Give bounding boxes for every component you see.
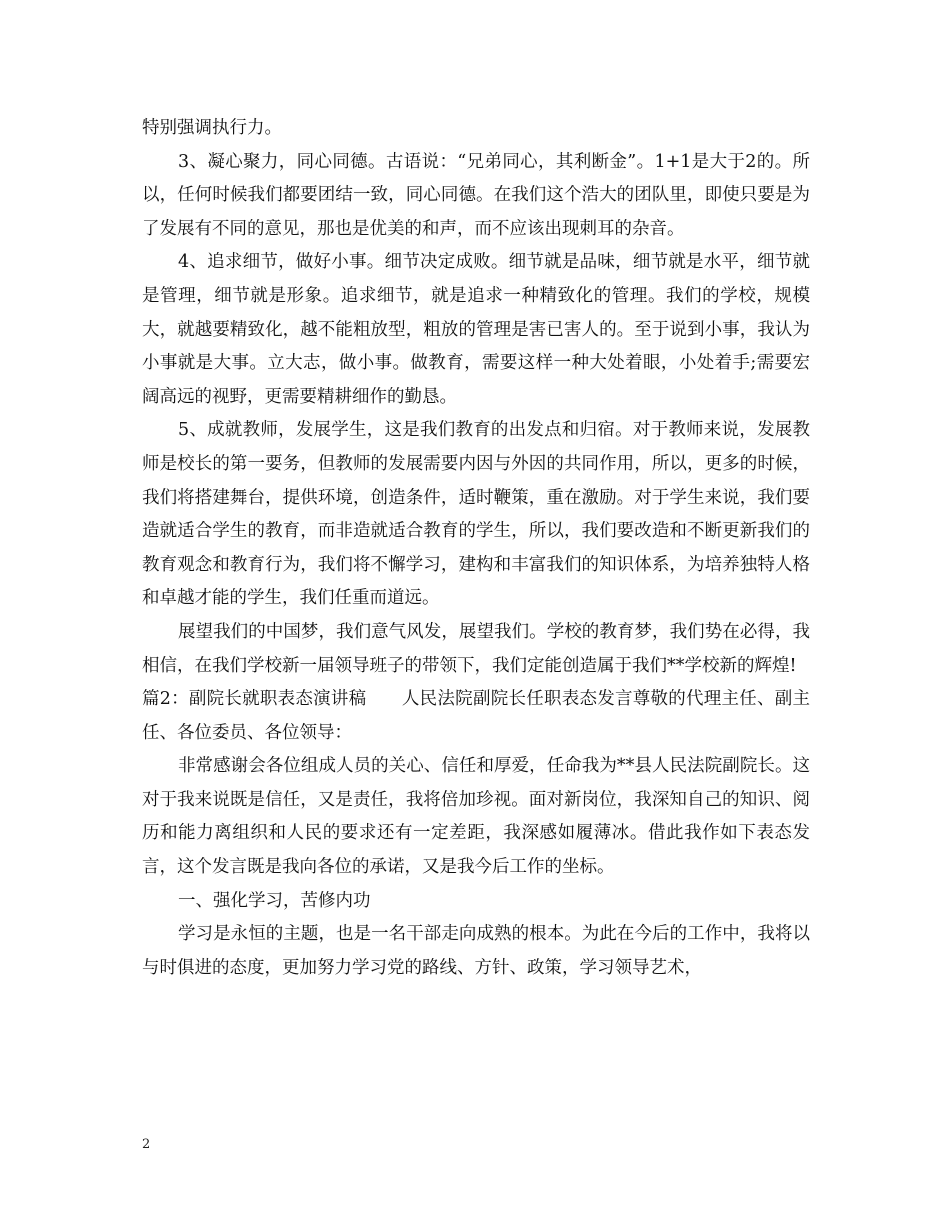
paragraph-closing: 展望我们的中国梦，我们意气风发，展望我们。学校的教育梦，我们势在必得，我相信，在我们学校新一届领导班子的带领下，我们定能创造属于我们**学校新的辉煌! [142,621,810,676]
paragraph-point-4: 4、追求细节，做好小事。细节决定成败。细节就是品味，细节就是水平，细节就是管理，细节就是形象。追求细节，就是追求一种精致化的管理。我们的学校，规模大，就越要精致化，越不能粗放型，粗放的管理是害已害人的。至于说到小事，我认为小事就是大事。立大志，做小事。做教育，需要这样一种大处着眼，小处着手;需要宏阔高远的视野，更需要精耕细作的勤恳。 [142,252,810,407]
paragraph-thanks: 非常感谢会各位组成人员的关心、信任和厚爱，任命我为**县人民法院副院长。这对于我来说既是信任，又是责任，我将倍加珍视。面对新岗位，我深知自己的知识、阅历和能力离组织和人民的要求还有一定差距，我深感如履薄冰。借此我作如下表态发言，这个发言既是我向各位的承诺，又是我今后工作的坐标。 [142,756,810,878]
page-number: 2 [142,1137,151,1152]
paragraph-point-5: 5、成就教师，发展学生，这是我们教育的出发点和归宿。对于教师来说，发展教师是校长的第一要务，但教师的发展需要内因与外因的共同作用，所以，更多的时候，我们将搭建舞台，提供环境，创造条件，适时鞭策，重在激励。对于学生来说，我们要造就适合学生的教育，而非造就适合教育的学生，所以，我们要改造和不断更新我们的教育观念和教育行为，我们将不懈学习，建构和丰富我们的知识体系，为培养独特人格和卓越才能的学生，我们任重而道远。 [142,420,810,609]
section-heading: 篇2：副院长就职表态演讲稿 人民法院副院长任职表态发言尊敬的代理主任、副主任、各位委员、各位领导： [142,689,810,743]
paragraph-learning: 学习是永恒的主题，也是一名干部走向成熟的根本。为此在今后的工作中，我将以与时俱进的态度，更加努力学习党的路线、方针、政策，学习领导艺术， [142,924,810,978]
paragraph-continuation: 特别强调执行力。 [142,118,282,138]
paragraph-point-3: 3、凝心聚力，同心同德。古语说：“兄弟同心，其利断金”。1+1是大于2的。所以，任何时候我们都要团结一致，同心同德。在我们这个浩大的团队里，即使只要是为了发展有不同的意见，那也是优美的和声，而不应该出现刺耳的杂音。 [142,151,810,239]
body-text [142,112,810,985]
subheading-learning: 一、强化学习，苦修内功 [178,890,371,911]
